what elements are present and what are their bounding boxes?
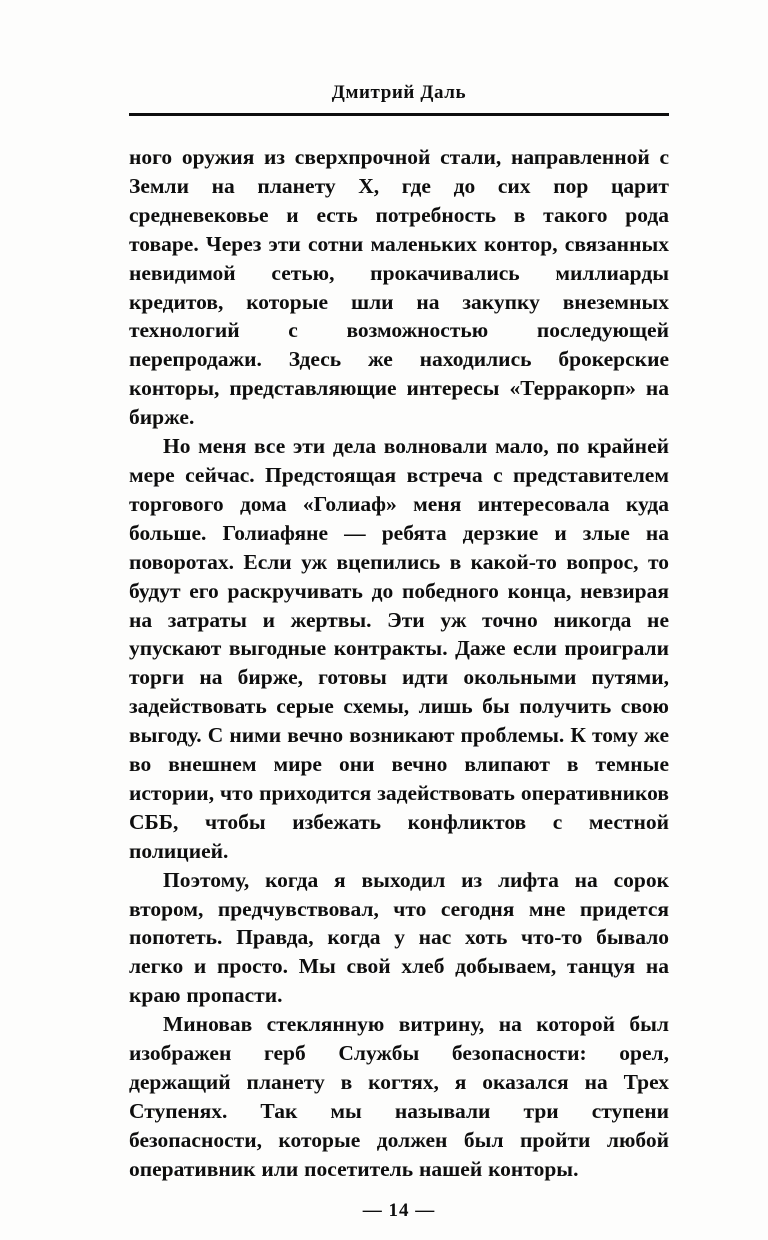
body-text	[129, 143, 669, 1184]
book-page	[129, 0, 669, 1222]
header-rule	[129, 113, 669, 116]
page-number: — 14 —	[362, 1199, 436, 1221]
body-paragraph: Но меня все эти дела волновали мало, по крайней мере сейчас. Предстоящая встреча с представителем торгового дома «Голиаф» меня интересовала куда больше. Голиафяне — ребята дерзкие и злые на поворотах. Если уж вцепились в какой-то вопрос, то будут его раскручивать до победного конца, невзирая на затраты и жертвы. Эти уж точно никогда не упускают выгодные контракты. Даже если проиграли торги на бирже, готовы идти окольными путями, задействовать серые схемы, лишь бы получить свою выгоду. С ними вечно возникают проблемы. К тому же во внешнем мире они вечно влипают в темные истории, что приходится задействовать оперативников СББ, чтобы избежать конфликтов с местной полицией.	[129, 434, 669, 863]
body-paragraph: Миновав стеклянную витрину, на которой был изображен герб Службы безопасности: орел, держащий планету в когтях, я оказался на Трех Ступенях. Так мы называли три ступени безопасности, которые должен был пройти любой оперативник или посетитель нашей конторы.	[129, 1012, 669, 1181]
body-paragraph: ного оружия из сверхпрочной стали, направленной с Земли на планету Х, где до сих пор царит средневековье и есть потребность в такого рода товаре. Через эти сотни маленьких контор, связанных невидимой сетью, прокачивались миллиарды кредитов, которые шли на закупку внеземных технологий с возможностью последующей перепродажи. Здесь же находились брокерские конторы, представляющие интересы «Терракорп» на бирже.	[129, 145, 669, 430]
running-header-author: Дмитрий Даль	[331, 82, 467, 103]
body-paragraph: Поэтому, когда я выходил из лифта на сорок втором, предчувствовал, что сегодня мне придется попотеть. Правда, когда у нас хоть что-то бывало легко и просто. Мы свой хлеб добываем, танцуя на краю пропасти.	[129, 867, 669, 1008]
